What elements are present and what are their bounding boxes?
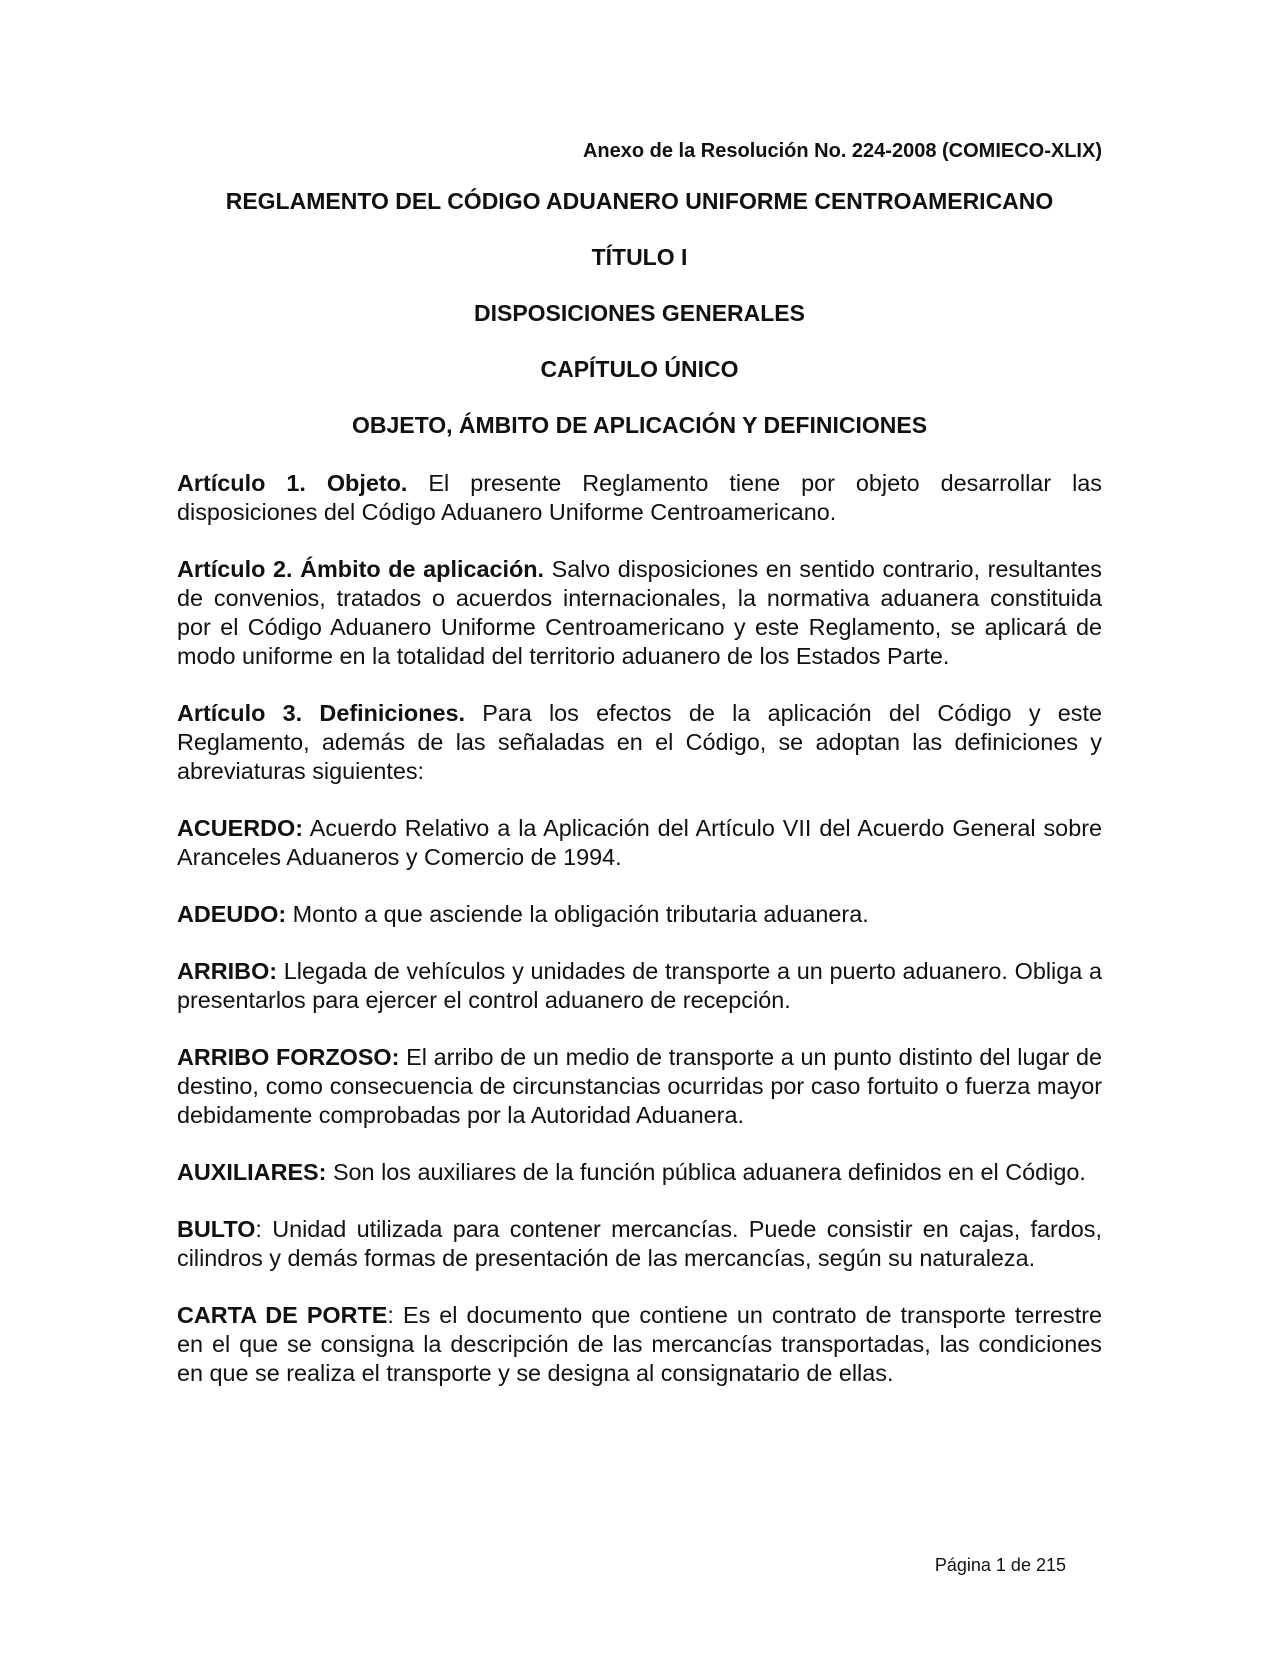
article-1-term: Artículo 1. Objeto. [177,470,408,496]
chapter-heading: CAPÍTULO ÚNICO [540,356,739,382]
definition-text: : Unidad utilizada para contener mercancías. Puede consistir en cajas, fardos, cilindros y demás formas de presentación de las mercancías, según su naturaleza. [177,1216,1102,1271]
title-number: TÍTULO I [591,244,688,270]
definition-acuerdo [177,814,1102,872]
definition-term: AUXILIARES: [177,1159,327,1185]
article-2-term: Artículo 2. Ámbito de aplicación. [177,556,545,582]
document-body [177,140,1102,1416]
definition-term: ARRIBO: [177,958,278,984]
article-3-text: Para los efectos de la aplicación del Código y este Reglamento, además de las señaladas en el Código, se adoptan las definiciones y abreviaturas siguientes: [177,700,1103,784]
article-3-term: Artículo 3. Definiciones. [177,700,466,726]
definition-term: CARTA DE PORTE [177,1302,388,1328]
article-3 [177,699,1102,786]
definition-arribo [177,957,1102,1015]
definition-text: : Es el documento que contiene un contrato de transporte terrestre en el que se consigna la descripción de las mercancías transportadas, las condiciones en que se realiza el transporte y se designa al consignatario de ellas. [177,1302,1102,1386]
article-1 [177,469,1102,527]
definition-adeudo [177,900,1102,929]
regulation-title: REGLAMENTO DEL CÓDIGO ADUANERO UNIFORME CENTROAMERICANO [225,188,1054,214]
article-1-text: El presente Reglamento tiene por objeto desarrollar las disposiciones del Código Aduanero Uniforme Centroamericano. [177,470,1102,525]
definition-text: Llegada de vehículos y unidades de transporte a un puerto aduanero. Obliga a presentarlos para ejercer el control aduanero de recepción. [177,958,1102,1013]
definition-carta-de-porte [177,1301,1102,1388]
definition-auxiliares [177,1158,1102,1187]
definition-arribo-forzoso [177,1043,1102,1130]
definition-text: Acuerdo Relativo a la Aplicación del Artículo VII del Acuerdo General sobre Aranceles Aduaneros y Comercio de 1994. [177,815,1102,870]
title-name: DISPOSICIONES GENERALES [473,300,805,326]
definition-term: ADEUDO: [177,901,287,927]
page-number: Página 1 de 215 [934,1555,1066,1575]
definition-text: Son los auxiliares de la función pública aduanera definidos en el Código. [326,1159,1086,1185]
definition-term: ACUERDO: [177,815,304,841]
chapter-name: OBJETO, ÁMBITO DE APLICACIÓN Y DEFINICIONES [351,412,928,438]
definition-bulto [177,1215,1102,1273]
article-2 [177,555,1102,671]
definition-text: El arribo de un medio de transporte a un punto distinto del lugar de destino, como consecuencia de circunstancias ocurridas por caso fortuito o fuerza mayor debidamente comprobadas por la Autoridad Aduanera. [177,1044,1102,1128]
definition-text: Monto a que asciende la obligación tributaria aduanera. [286,901,869,927]
definition-term: ARRIBO FORZOSO: [177,1044,400,1070]
definition-term: BULTO [177,1216,256,1242]
annex-reference: Anexo de la Resolución No. 224-2008 (COMIECO-XLIX) [582,140,1102,162]
article-2-text: Salvo disposiciones en sentido contrario, resultantes de convenios, tratados o acuerdos internacionales, la normativa aduanera constituida por el Código Aduanero Uniforme Centroamericano y este Reglamento, se aplicará de modo uniforme en la totalidad del territorio aduanero de los Estados Parte. [177,556,1102,669]
